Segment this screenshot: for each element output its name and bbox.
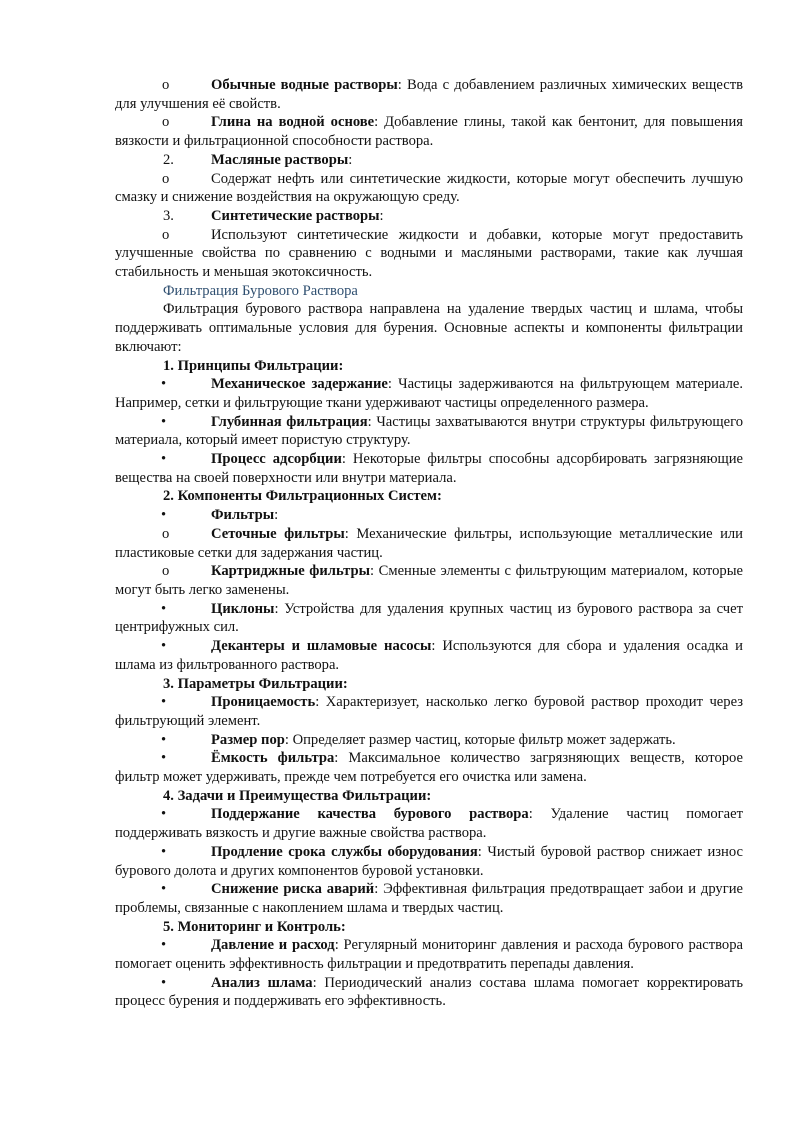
item-term: Масляные растворы: [211, 151, 349, 168]
section-title: [115, 282, 743, 301]
item-text: : Используются для сбора и удаления осадка и шлама из фильтрованного раствора.: [115, 638, 743, 673]
bullet-item: [115, 974, 743, 1011]
item-text: :: [379, 207, 384, 224]
section-heading: [115, 787, 743, 806]
item-term: Синтетические растворы: [211, 207, 380, 224]
bullet-item: [115, 450, 743, 487]
item-term: 4. Задачи и Преимущества Фильтрации: [163, 787, 427, 804]
bullet-item: [115, 375, 743, 412]
item-term: Поддержание качества бурового раствора: [211, 806, 529, 823]
numbered-item: [115, 207, 743, 226]
item-term: Механическое задержание: [211, 376, 388, 393]
item-text: : Регулярный мониторинг давления и расхода бурового раствора помогает оценить эффективность фильтрации и предотвратить перепады давления.: [115, 937, 744, 973]
sub-list-item: [115, 113, 743, 150]
sub-list-item: [115, 525, 743, 562]
item-term: Ёмкость фильтра: [211, 750, 335, 767]
sub-bullet-marker: o: [162, 525, 170, 542]
item-text: Содержат нефть или синтетические жидкости, которые могут обеспечить лучшую смазку и снижение воздействия на окружающую среду.: [115, 170, 743, 206]
item-text: : Определяет размер частиц, которые фильтр может задержать.: [284, 731, 676, 748]
paragraph: [115, 300, 743, 356]
item-text: : Частицы задерживаются на фильтрующем материале. Например, сетки и фильтрующие ткани удерживают частицы определенного размера.: [115, 376, 743, 411]
item-term: 3. Параметры Фильтрации: [163, 675, 343, 692]
bullet-marker: •: [161, 881, 167, 898]
item-text: :: [348, 151, 353, 168]
item-term: 1. Принципы Фильтрации: [163, 357, 339, 374]
item-term: Фильтры: [211, 507, 275, 524]
sub-list-item: [115, 76, 743, 113]
bullet-marker: •: [161, 843, 167, 860]
list-number: 3.: [163, 207, 174, 224]
item-text: : Устройства для удаления крупных частиц из бурового раствора за счет центрифужных сил.: [115, 600, 743, 636]
item-term: Анализ шлама: [211, 974, 313, 991]
item-text: :: [436, 488, 442, 505]
bullet-marker: •: [161, 731, 167, 748]
section-heading: [115, 918, 743, 937]
sub-bullet-marker: o: [162, 226, 170, 243]
item-term: Размер пор: [211, 731, 285, 748]
bullet-marker: •: [161, 638, 167, 655]
item-text: : Характеризует, насколько легко буровой раствор проходит через фильтрующий элемент.: [115, 694, 743, 729]
item-text: : Сменные элементы с фильтрующим материалом, которые могут быть легко заменены.: [115, 563, 743, 598]
bullet-marker: •: [161, 600, 167, 617]
item-text: : Периодический анализ состава шлама помогает корректировать процесс бурения и поддерживать его эффективность.: [115, 974, 743, 1010]
sub-list-item: [115, 170, 743, 207]
item-term: Сеточные фильтры: [211, 525, 345, 542]
list-number: 2.: [163, 151, 174, 168]
numbered-item: [115, 151, 743, 170]
bullet-item: [115, 506, 743, 525]
item-term: 5. Мониторинг и Контроль: [163, 918, 341, 935]
item-text: Используют синтетические жидкости и добавки, которые могут предоставить улучшенные свойства по сравнению с водными и масляными растворами, такие как лучшая стабильность и меньшая экотоксичность.: [115, 226, 743, 281]
item-term: 2. Компоненты Фильтрационных Систем: [163, 488, 437, 505]
bullet-marker: •: [161, 937, 167, 954]
sub-list-item: [115, 226, 743, 282]
section-heading: [115, 357, 743, 376]
bullet-item: [115, 805, 743, 842]
sub-bullet-marker: o: [162, 77, 170, 93]
item-text: : Удаление частиц помогает поддерживать вязкость и другие важные свойства раствора.: [115, 806, 743, 842]
bullet-item: [115, 413, 743, 450]
item-text: : Максимальное количество загрязняющих веществ, которое фильтр может удерживать, прежде чем потребуется его очистка или замена.: [115, 750, 743, 786]
item-text: Фильтрация Бурового Раствора: [163, 282, 358, 299]
bullet-marker: •: [161, 750, 167, 767]
sub-bullet-marker: o: [162, 170, 170, 187]
item-term: Циклоны: [211, 600, 275, 617]
item-term: Продление срока службы оборудования: [211, 843, 478, 860]
item-text: : Механические фильтры, использующие металлические или пластиковые сетки для задержания частиц.: [115, 525, 743, 561]
bullet-marker: •: [161, 507, 167, 524]
bullet-marker: •: [161, 974, 167, 991]
item-text: :: [338, 357, 344, 374]
item-term: Давление и расход: [211, 937, 335, 954]
section-heading: [115, 487, 743, 506]
section-heading: [115, 675, 743, 694]
item-text: :: [274, 507, 279, 524]
item-text: : Добавление глины, такой как бентонит, для повышения вязкости и фильтрационной способности раствора.: [115, 114, 743, 150]
bullet-marker: •: [161, 413, 167, 430]
item-text: :: [342, 675, 348, 692]
bullet-item: [115, 843, 743, 880]
item-text: : Эффективная фильтрация предотвращает забои и другие проблемы, связанные с накоплением шлама и твердых частиц.: [115, 881, 743, 916]
item-term: Проницаемость: [211, 694, 316, 711]
item-term: Глубинная фильтрация: [211, 413, 368, 430]
item-text: :: [340, 918, 346, 935]
bullet-item: [115, 731, 743, 750]
bullet-item: [115, 749, 743, 786]
item-text: : Вода с добавлением различных химических веществ для улучшения её свойств.: [115, 77, 743, 112]
bullet-item: [115, 936, 743, 973]
item-term: Обычные водные растворы: [211, 77, 398, 93]
bullet-item: [115, 693, 743, 730]
document-page: [115, 76, 743, 1011]
sub-bullet-marker: o: [162, 114, 170, 131]
bullet-marker: •: [161, 694, 167, 711]
item-term: Процесс адсорбции: [211, 451, 342, 468]
bullet-item: [115, 637, 743, 674]
sub-list-item: [115, 562, 743, 599]
item-term: Декантеры и шламовые насосы: [211, 638, 432, 655]
item-term: Снижение риска аварий: [211, 881, 375, 898]
bullet-marker: •: [161, 451, 167, 468]
bullet-marker: •: [161, 806, 167, 823]
item-text: : Частицы захватываются внутри структуры фильтрующего материала, который имеет пористую структуру.: [115, 413, 743, 449]
item-term: Картриджные фильтры: [211, 563, 370, 580]
item-text: : Некоторые фильтры способны адсорбировать загрязняющие вещества на своей поверхности или внутри материала.: [115, 451, 743, 486]
item-text: Фильтрация бурового раствора направлена на удаление твердых частиц и шлама, чтобы поддерживать оптимальные условия для бурения. Основные аспекты и компоненты фильтрации включают:: [115, 301, 743, 355]
bullet-item: [115, 880, 743, 917]
item-text: :: [426, 787, 432, 804]
bullet-marker: •: [161, 376, 167, 393]
item-term: Глина на водной основе: [211, 114, 375, 131]
sub-bullet-marker: o: [162, 563, 170, 580]
bullet-item: [115, 600, 743, 637]
item-text: : Чистый буровой раствор снижает износ бурового долота и других компонентов буровой установки.: [115, 843, 743, 879]
